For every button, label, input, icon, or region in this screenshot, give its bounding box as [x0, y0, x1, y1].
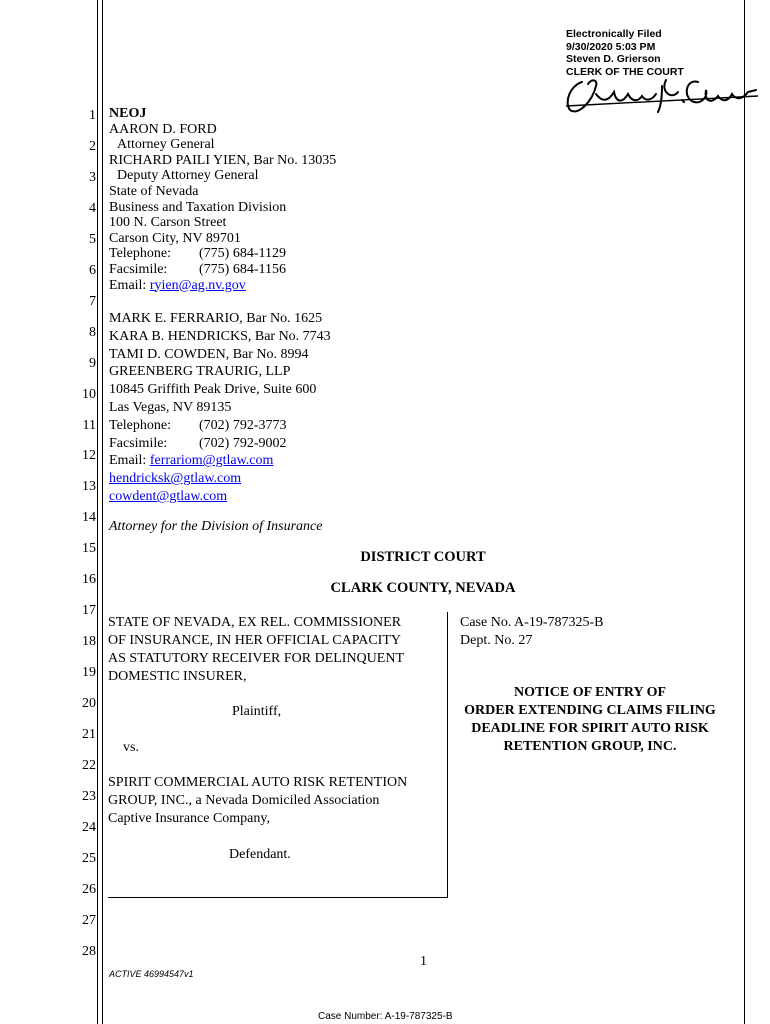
- gt-street: 10845 Griffith Peak Drive, Suite 600: [109, 382, 317, 398]
- line-number: 9: [89, 355, 96, 371]
- telephone-label: Telephone:: [109, 246, 171, 262]
- deputy-name: RICHARD PAILI YIEN, Bar No. 13035: [109, 152, 337, 168]
- email-label: Email:: [109, 277, 147, 293]
- facsimile-value: (702) 792-9002: [199, 435, 287, 451]
- document-title: [452, 684, 728, 756]
- document-id: ACTIVE 46994547v1: [109, 969, 194, 979]
- gt-city: Las Vegas, NV 89135: [109, 399, 232, 415]
- margin-rule-left-outer: [97, 0, 98, 1024]
- line-number: 25: [82, 850, 96, 866]
- line-number: 15: [82, 541, 96, 557]
- line-number: 21: [82, 727, 96, 742]
- caption-defendant: [108, 774, 448, 828]
- gt-email-link-1[interactable]: ferrariom@gtlaw.com: [149, 453, 274, 469]
- email-label: Email:: [109, 453, 147, 469]
- plaintiff-line: DOMESTIC INSURER,: [108, 669, 247, 684]
- gt-email-link-3[interactable]: cowdent@gtlaw.com: [109, 488, 228, 504]
- defendant-line: SPIRIT COMMERCIAL AUTO RISK RETENTION: [108, 775, 408, 790]
- line-number: 16: [82, 572, 96, 588]
- caption-divider-horizontal: [108, 897, 448, 898]
- plaintiff-line: OF INSURANCE, IN HER OFFICIAL CAPACITY: [108, 633, 401, 648]
- attorney-for: Attorney for the Division of Insurance: [109, 519, 323, 534]
- line-number: 3: [89, 169, 96, 185]
- line-number: 10: [82, 386, 96, 402]
- versus: vs.: [123, 740, 139, 755]
- caption-divider-vertical: [447, 612, 448, 898]
- gt-attorney-3: TAMI D. COWDEN, Bar No. 8994: [109, 346, 309, 362]
- plaintiff-role: Plaintiff,: [232, 704, 282, 719]
- line-number: 6: [89, 262, 96, 278]
- stamp-datetime: 9/30/2020 5:03 PM: [566, 40, 656, 53]
- line-number: 5: [89, 231, 96, 247]
- defendant-line: Captive Insurance Company,: [108, 811, 270, 826]
- title-line: DEADLINE FOR SPIRIT AUTO RISK: [471, 721, 709, 736]
- title-line: ORDER EXTENDING CLAIMS FILING: [464, 703, 716, 718]
- gt-email-link-2[interactable]: hendricksk@gtlaw.com: [109, 471, 242, 487]
- stamp-clerk-name: Steven D. Grierson: [566, 53, 661, 65]
- line-number: 1: [89, 108, 96, 123]
- line-number: 26: [82, 881, 96, 897]
- ag-street: 100 N. Carson Street: [109, 215, 227, 231]
- line-number: 28: [82, 943, 96, 959]
- page-number: 1: [420, 954, 427, 969]
- line-number: 17: [82, 603, 96, 619]
- ag-title: Attorney General: [117, 137, 215, 153]
- plaintiff-line: AS STATUTORY RECEIVER FOR DELINQUENT: [108, 651, 404, 666]
- gt-attorney-2: KARA B. HENDRICKS, Bar No. 7743: [109, 328, 331, 344]
- plaintiff-line: STATE OF NEVADA, EX REL. COMMISSIONER: [108, 615, 402, 630]
- gt-attorney-1: MARK E. FERRARIO, Bar No. 1625: [109, 311, 323, 326]
- ag-city: Carson City, NV 89701: [109, 230, 241, 246]
- line-number: 4: [89, 200, 96, 216]
- line-number: 23: [82, 788, 96, 804]
- document-code: NEOJ: [109, 106, 147, 121]
- line-number: 14: [82, 510, 96, 526]
- ag-facsimile: [109, 262, 336, 278]
- department-number: Dept. No. 27: [460, 633, 533, 648]
- filing-stamp: [566, 28, 684, 78]
- line-number: 22: [82, 757, 96, 773]
- telephone-value: (775) 684-1129: [199, 246, 286, 262]
- ag-state: State of Nevada: [109, 183, 199, 199]
- defendant-role: Defendant.: [229, 847, 291, 862]
- gt-email-3: [109, 488, 331, 506]
- line-number: 18: [82, 634, 96, 650]
- line-number: 7: [89, 293, 96, 309]
- deputy-title: Deputy Attorney General: [117, 168, 259, 184]
- gt-email-1: [109, 452, 331, 470]
- facsimile-value: (775) 684-1156: [199, 261, 286, 277]
- line-number: 19: [82, 665, 96, 681]
- line-number: 11: [82, 417, 96, 433]
- gt-facsimile: [109, 435, 331, 453]
- margin-rule-right: [744, 0, 745, 1024]
- gt-telephone: [109, 417, 331, 435]
- defendant-line: GROUP, INC., a Nevada Domiciled Association: [108, 793, 380, 808]
- line-number: 20: [82, 696, 96, 712]
- gt-email-2: [109, 470, 331, 488]
- title-line: RETENTION GROUP, INC.: [503, 739, 677, 754]
- ag-telephone: [109, 246, 336, 262]
- caption-plaintiff: [108, 614, 448, 686]
- clerk-signature: [562, 72, 758, 118]
- counsel-block-ag: [109, 106, 336, 293]
- court-county: CLARK COUNTY, NEVADA: [330, 580, 516, 596]
- stamp-filed: Electronically Filed: [566, 28, 662, 40]
- ag-division: Business and Taxation Division: [109, 199, 287, 215]
- line-number: 2: [89, 138, 96, 154]
- gt-firm: GREENBERG TRAURIG, LLP: [109, 364, 291, 380]
- title-line: NOTICE OF ENTRY OF: [513, 685, 667, 700]
- margin-rule-left-inner: [102, 0, 103, 1024]
- telephone-label: Telephone:: [109, 417, 171, 433]
- footer-case-number: Case Number: A-19-787325-B: [318, 1011, 453, 1022]
- counsel-block-gt: [109, 310, 331, 506]
- line-number: 8: [89, 324, 96, 340]
- line-number: 13: [82, 479, 96, 495]
- ag-name: AARON D. FORD: [109, 121, 217, 137]
- ag-email-link[interactable]: ryien@ag.nv.gov: [149, 277, 246, 293]
- case-number: Case No. A-19-787325-B: [460, 615, 604, 630]
- facsimile-label: Facsimile:: [109, 261, 168, 277]
- court-name: DISTRICT COURT: [360, 549, 486, 565]
- facsimile-label: Facsimile:: [109, 435, 168, 451]
- line-number: 24: [82, 819, 96, 835]
- line-number: 12: [82, 448, 96, 464]
- ag-email: [109, 278, 336, 294]
- stamp-clerk-title: CLERK OF THE COURT: [566, 65, 684, 78]
- line-number: 27: [82, 912, 96, 928]
- telephone-value: (702) 792-3773: [199, 417, 287, 433]
- case-info: [460, 614, 604, 650]
